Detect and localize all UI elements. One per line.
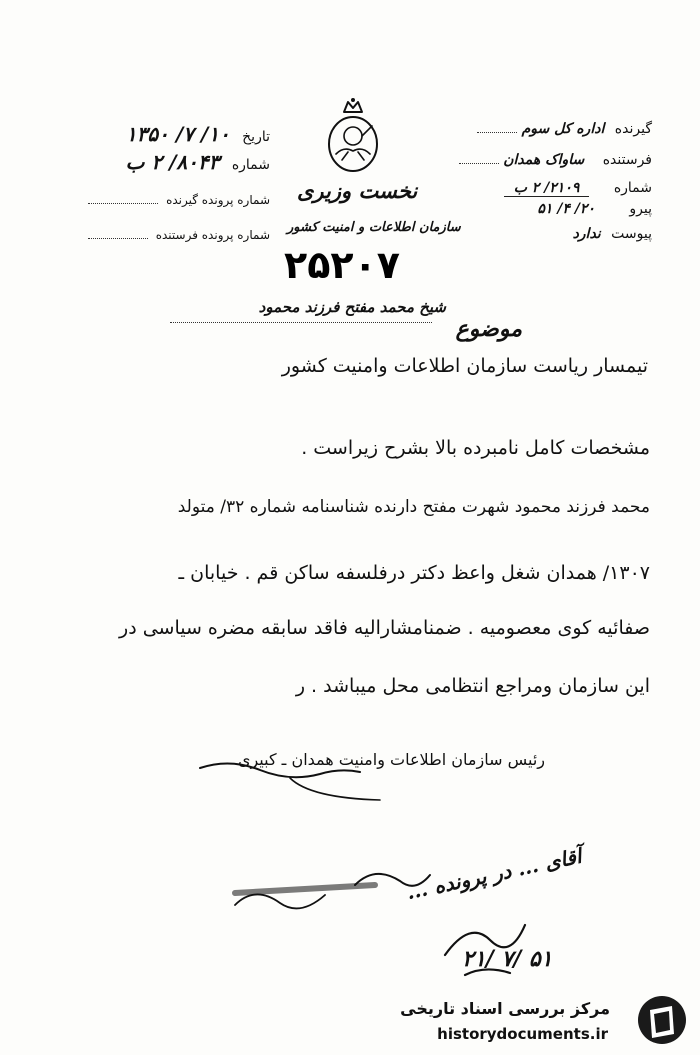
- handwritten-note-scribble: [225, 845, 615, 995]
- registration-stamp: ۲۵۲۰۷: [284, 243, 400, 287]
- recipient-row: [477, 120, 652, 137]
- dotted-leader: [477, 120, 517, 133]
- body-intro: مشخصات کامل نامبرده بالا بشرح زیراست .: [301, 437, 650, 459]
- number-label: شماره: [231, 157, 270, 173]
- org-name-label: سازمان اطلاعات و امنیت کشور: [287, 220, 461, 235]
- archive-logo-icon: [636, 992, 688, 1048]
- recipient-file-label: شماره پرونده گیرنده: [166, 193, 270, 207]
- archive-website[interactable]: historydocuments.ir: [437, 1025, 608, 1043]
- date-label: تاریخ: [242, 129, 270, 145]
- recipient-value: اداره کل سوم: [521, 121, 605, 137]
- dotted-leader: [459, 151, 499, 164]
- recipient-label: گیرنده: [614, 121, 652, 137]
- sender-row: [459, 151, 652, 168]
- attachment-row: [573, 226, 652, 242]
- recipient-file-row: [88, 191, 270, 207]
- date-row: [126, 122, 270, 146]
- emblem-caption: نخست وزیری: [297, 178, 418, 203]
- body-line-3: صفائیه کوی معصومیه . ضمنامشارالیه فاقد سابقه مضره سیاسی در: [119, 617, 650, 639]
- signatory-title: رئیس سازمان اطلاعات وامنیت همدان ـ کبیری: [237, 750, 545, 769]
- number-row: [126, 150, 270, 174]
- body-line-2: ۱۳۰۷/ همدان شغل واعظ دکتر درفلسفه ساکن قم . خیابان ـ: [178, 562, 650, 584]
- subject-underline: [170, 322, 432, 323]
- attachment-label: پیوست: [611, 226, 652, 242]
- signature-scribble: [190, 748, 390, 808]
- handwritten-note: آقای ... در پرونده ...: [404, 843, 584, 905]
- dotted-leader: [88, 226, 148, 239]
- sender-file-label: شماره پرونده فرستنده: [155, 228, 270, 242]
- ref-number-value: ۲۱۰۹/ ۲ ب: [504, 180, 590, 197]
- ref-number-label: شماره: [613, 180, 652, 196]
- subject-value: شیخ محمد مفتح فرزند محمود: [258, 298, 446, 316]
- sender-label: فرستنده: [602, 152, 652, 168]
- annotation-date: ۲۱/ ۷/ ۵۱: [462, 946, 553, 972]
- sender-file-row: [88, 226, 270, 242]
- ref-date-row: [537, 201, 652, 217]
- body-line-1: محمد فرزند محمود شهرت مفتح دارنده شناسنامه شماره ۳۲/ متولد: [177, 497, 650, 517]
- date-value: ۱۰/ ۷/ ۱۳۵۰: [125, 122, 230, 146]
- ref-date-value: ۲۰/ ۴/ ۵۱: [537, 201, 595, 217]
- lion-and-sun-emblem: [322, 96, 384, 174]
- subject-label: موضوع: [455, 316, 522, 342]
- addressee: تیمسار ریاست سازمان اطلاعات وامنیت کشور: [281, 355, 648, 377]
- ref-number-row: [504, 180, 652, 196]
- number-value: ۸۰۴۳/ ۲ ب: [125, 150, 220, 174]
- body-line-4: این سازمان ومراجع انتظامی محل میباشد . ر: [295, 675, 650, 697]
- attachment-value: ندارد: [572, 226, 601, 242]
- dotted-leader: [88, 191, 158, 204]
- ref-date-label: پیرو: [629, 201, 652, 217]
- sender-value: ساواک همدان: [503, 152, 585, 168]
- archive-name: مرکز بررسی اسناد تاریخی: [400, 999, 610, 1018]
